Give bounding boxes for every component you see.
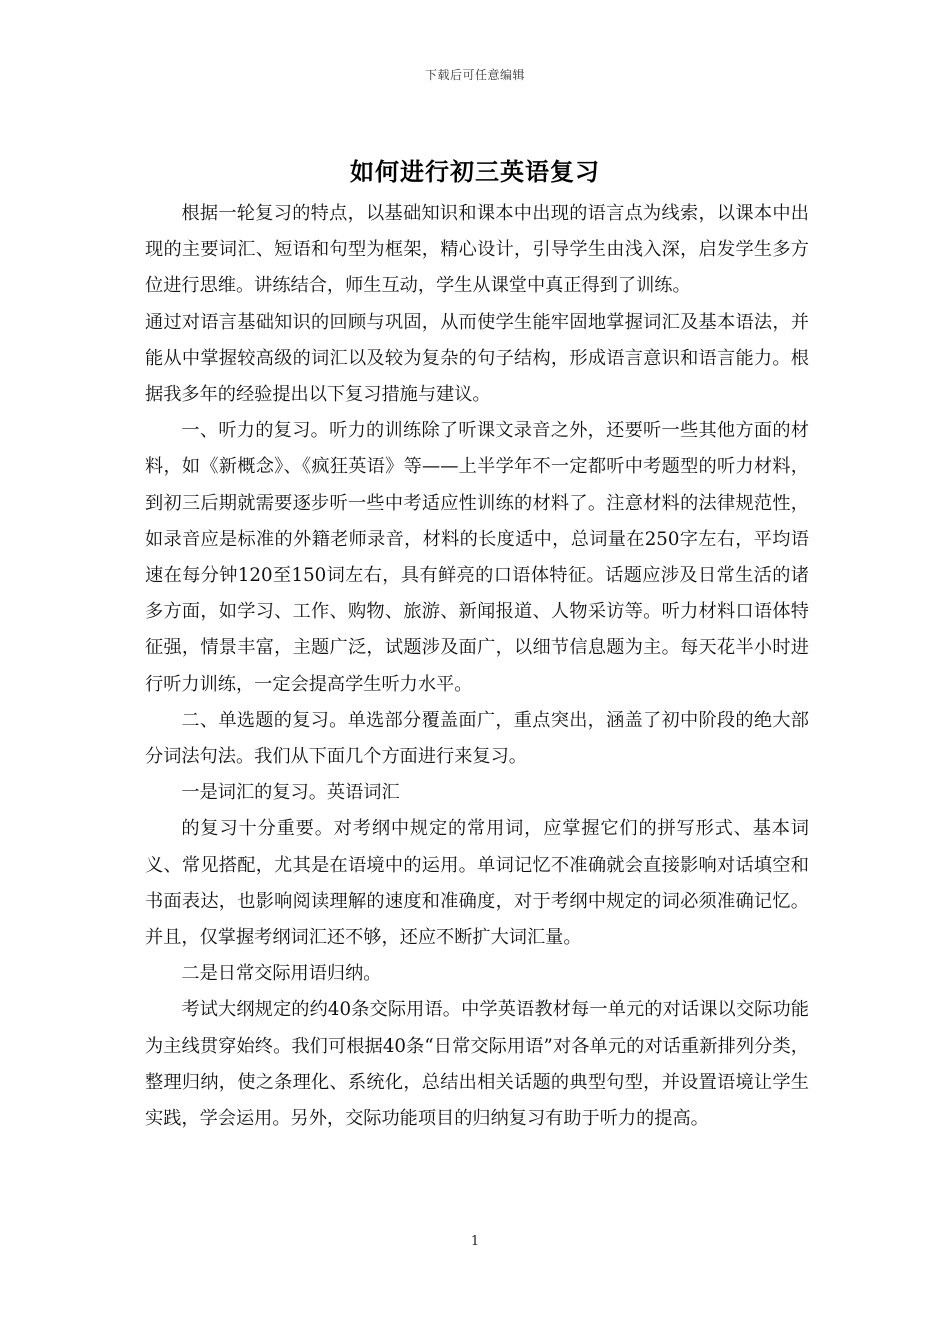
paragraph-vocabulary: 的复习十分重要。对考纲中规定的常用词，应掌握它们的拼写形式、基本词义、常见搭配，尤其是在语境中的运用。单词记忆不准确就会直接影响对话填空和书面表达，也影响阅读理解的速度和准确度，对于考纲中规定的词必须准确记忆。并且，仅掌握考纲词汇还不够，还应不断扩大词汇量。 [145,818,809,949]
page-number: 1 [470,1234,480,1249]
paragraph-vocabulary-heading: 一是词汇的复习。英语词汇 [181,782,400,804]
page-header: 下载后可任意编辑 [424,68,525,82]
paragraph-review-goals: 通过对语言基础知识的回顾与巩固，从而使学生能牢固地掌握词汇及基本语法，并能从中掌握较高级的词汇以及较为复杂的句子结构，形成语言意识和语言能力。根据我多年的经验提出以下复习措施与建议。 [145,311,809,406]
document-body [145,196,809,1137]
paragraph-intro: 根据一轮复习的特点，以基础知识和课本中出现的语言点为线索，以课本中出现的主要词汇、短语和句型为框架，精心设计，引导学生由浅入深，启发学生多方位进行思维。讲练结合，师生互动，学生从课堂中真正得到了训练。 [145,203,809,297]
paragraph-listening: 一、听力的复习。听力的训练除了听课文录音之外，还要听一些其他方面的材料，如《新概念》、《疯狂英语》等——上半学年不一定都听中考题型的听力材料，到初三后期就需要逐步听一些中考适应性训练的材料了。注意材料的法律规范性，如录音应是标准的外籍老师录音，材料的长度适中，总词量在250字左右，平均语速在每分钟120至150词左右，具有鲜亮的口语体特征。话题应涉及日常生活的诸多方面，如学习、工作、购物、旅游、新闻报道、人物采访等。听力材料口语体特征强，情景丰富，主题广泛，试题涉及面广，以细节信息题为主。每天花半小时进行听力训练，一定会提高学生听力水平。 [145,420,809,695]
paragraph-single-choice: 二、单选题的复习。单选部分覆盖面广，重点突出，涵盖了初中阶段的绝大部分词法句法。我们从下面几个方面进行来复习。 [145,709,809,768]
paragraph-expressions-heading: 二是日常交际用语归纳。 [181,963,382,985]
paragraph-expressions: 考试大纲规定的约40条交际用语。中学英语教材每一单元的对话课以交际功能为主线贯穿始终。我们可根据40条“日常交际用语”对各单元的对话重新排列分类，整理归纳，使之条理化、系统化，总结出相关话题的典型句型，并设置语境让学生实践，学会运用。另外，交际功能项目的归纳复习有助于听力的提高。 [145,999,809,1130]
document-title: 如何进行初三英语复习 [350,157,600,186]
